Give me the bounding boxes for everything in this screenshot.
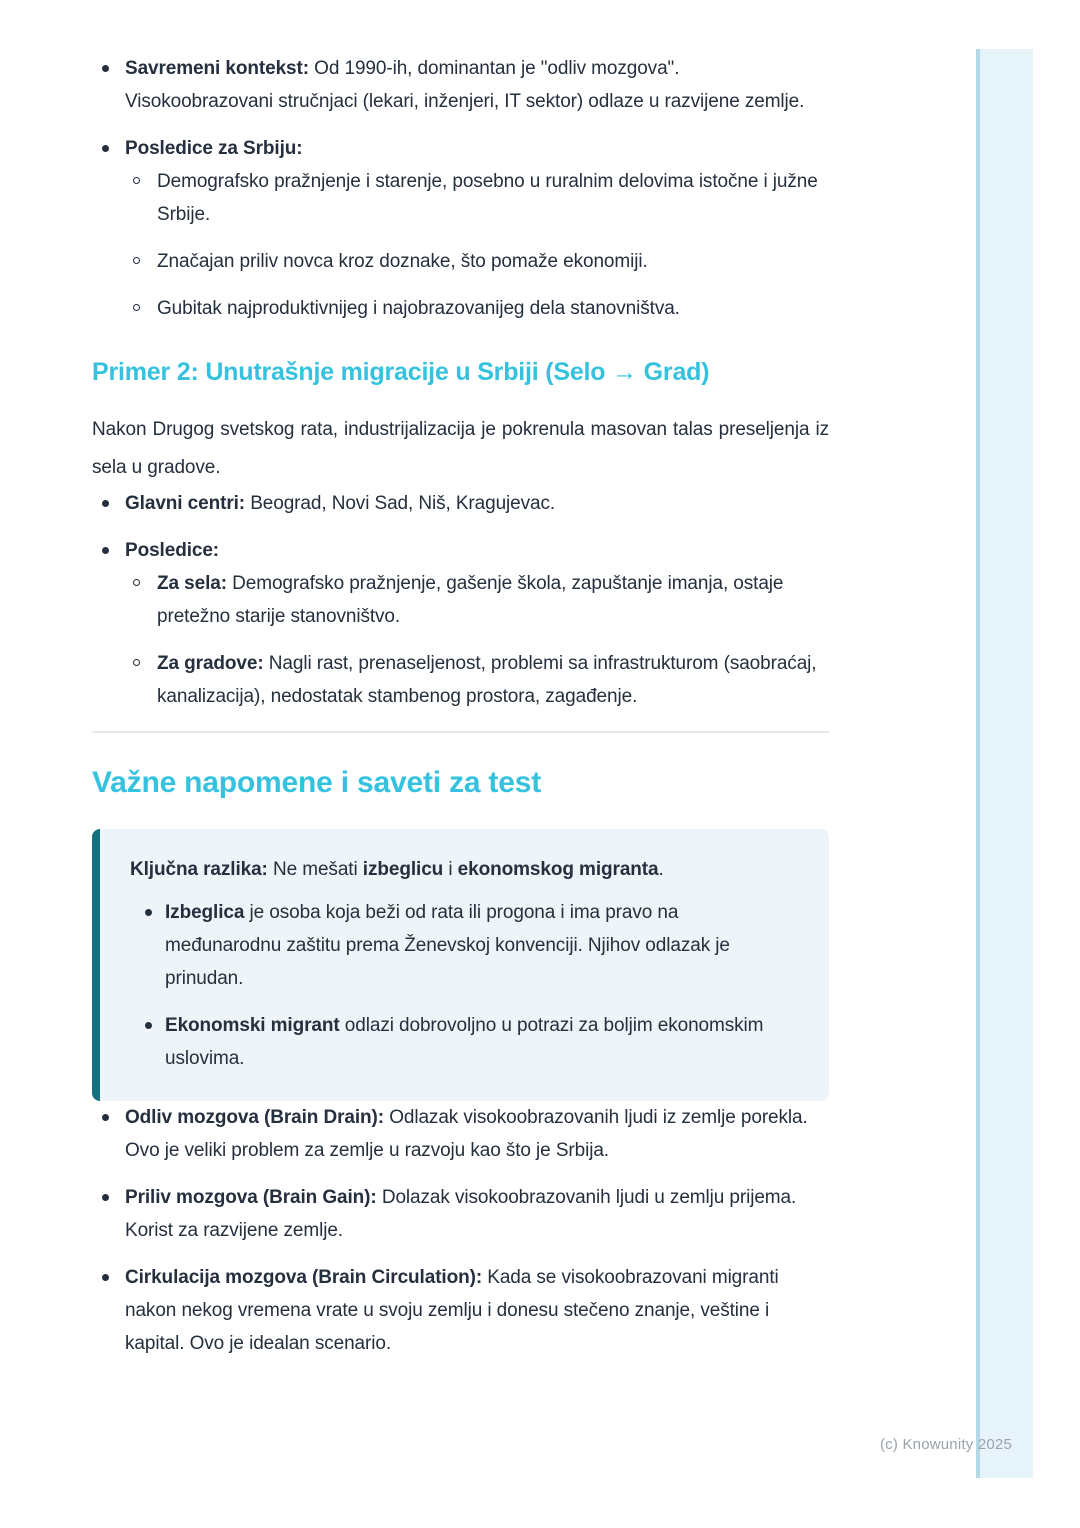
consequences-sublist (125, 567, 829, 713)
list-item (92, 1101, 829, 1167)
list-item-text: Beograd, Novi Sad, Niš, Kragujevac. (245, 493, 556, 514)
sub-list-item-text: Demografsko pražnjenje, gašenje škola, zapuštanje imanja, ostaje pretežno starije stanovništvo. (157, 573, 784, 627)
internal-migration-list (92, 487, 829, 713)
sub-list-item (125, 647, 829, 713)
copyright-watermark: (c) Knowunity 2025 (879, 1436, 1012, 1453)
list-item-text: je osoba koja beži od rata ili progona i ima pravo na međunarodnu zaštitu prema Ženevskoj konvenciji. Njihov odlazak je prinudan. (165, 902, 730, 989)
bullet-icon (102, 65, 109, 72)
sub-list-item (125, 165, 829, 231)
context-list (92, 52, 829, 325)
section-divider (92, 731, 829, 733)
consequences-sublist (125, 165, 829, 325)
list-item-text: Odlazak visokoobrazovanih ljudi iz zemlje porekla. Ovo je veliki problem za zemlje u razvoju kao što je Srbija. (125, 1107, 808, 1161)
list-item-text: odlazi dobrovoljno u potrazi za boljim ekonomskim uslovima. (165, 1015, 764, 1069)
list-item (92, 52, 829, 118)
list-item-lead: Cirkulacija mozgova (Brain Circulation): (125, 1267, 483, 1288)
sub-list-item (125, 245, 829, 278)
bullet-icon (102, 1194, 109, 1201)
bullet-icon (102, 500, 109, 507)
list-item (92, 1181, 829, 1247)
list-item-lead: Priliv mozgova (Brain Gain): (125, 1187, 377, 1208)
list-item (92, 487, 829, 520)
sub-list-item-lead: Za sela: (157, 573, 227, 594)
sub-list-item-text: Gubitak najproduktivnijeg i najobrazovanijeg dela stanovništva. (157, 298, 680, 319)
list-item (130, 1009, 799, 1075)
bullet-icon (102, 1274, 109, 1281)
callout-title: Ključna razlika: Ne mešati izbeglicu i ekonomskog migranta. (130, 859, 664, 880)
sub-list-item-lead: Za gradove: (157, 653, 264, 674)
list-item-text: Dolazak visokoobrazovanih ljudi u zemlju prijema. Korist za razvijene zemlje. (125, 1187, 797, 1241)
list-item-text: Kada se visokoobrazovani migranti nakon nekog vremena vrate u svoju zemlju i donesu stečeno znanje, veštine i kapital. Ovo je idealan scenario. (125, 1267, 779, 1354)
notes-heading: Važne napomene i saveti za test (92, 766, 541, 799)
list-item (92, 534, 829, 713)
list-item-lead: Savremeni kontekst: (125, 58, 309, 79)
callout-list (130, 896, 799, 1075)
bullet-icon (102, 1114, 109, 1121)
sub-list-item-text: Nagli rast, prenaseljenost, problemi sa infrastrukturom (saobraćaj, kanalizacija), nedostatak stambenog prostora, zagađenje. (157, 653, 817, 707)
circle-bullet-icon (133, 304, 140, 311)
primer-2-heading: Primer 2: Unutrašnje migracije u Srbiji (Selo → Grad) (92, 358, 710, 386)
circle-bullet-icon (133, 579, 140, 586)
list-item-text: Od 1990-ih, dominantan je "odliv mozgova". Visokoobrazovani stručnjaci (lekari, inženjeri, IT sektor) odlaze u razvijene zemlje. (125, 58, 805, 112)
bullet-icon (102, 145, 109, 152)
list-item (92, 1261, 829, 1360)
bullet-icon (102, 547, 109, 554)
circle-bullet-icon (133, 177, 140, 184)
list-item (130, 896, 799, 995)
brain-drain-list (92, 1101, 829, 1360)
circle-bullet-icon (133, 257, 140, 264)
list-item-lead: Posledice: (125, 540, 220, 561)
callout-title-lead: Ključna razlika: (130, 859, 268, 880)
list-item-lead: Posledice za Srbiju: (125, 138, 303, 159)
sub-list-item (125, 567, 829, 633)
sub-list-item-text: Značajan priliv novca kroz doznake, što pomaže ekonomiji. (157, 251, 648, 272)
bullet-icon (145, 909, 152, 916)
intro-paragraph: Nakon Drugog svetskog rata, industrijalizacija je pokrenula masovan talas preseljenja iz sela u gradove. (92, 419, 829, 478)
list-item-lead: Odliv mozgova (Brain Drain): (125, 1107, 385, 1128)
bullet-icon (145, 1022, 152, 1029)
list-item-lead: Izbeglica (165, 902, 245, 923)
key-difference-callout (92, 829, 829, 1101)
page-edge-accent-bar (976, 49, 1033, 1478)
list-item-lead: Ekonomski migrant (165, 1015, 340, 1036)
list-item (92, 132, 829, 325)
sub-list-item (125, 292, 829, 325)
sub-list-item-text: Demografsko pražnjenje i starenje, posebno u ruralnim delovima istočne i južne Srbije. (157, 171, 818, 225)
list-item-lead: Glavni centri: (125, 493, 246, 514)
content (92, 0, 829, 1360)
circle-bullet-icon (133, 659, 140, 666)
